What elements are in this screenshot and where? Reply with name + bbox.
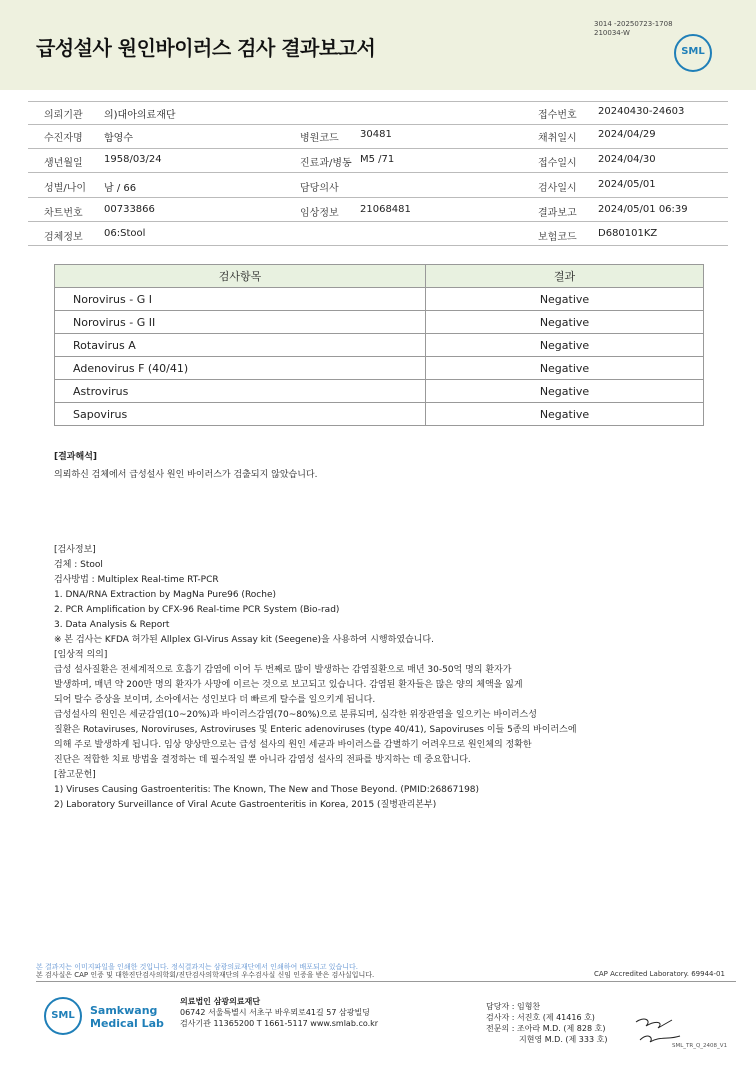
report-value: 2024/05/01 06:39 [598, 204, 688, 215]
test-info-line: 2. PCR Amplification by CFX-96 Real-time PCR System (Bio-rad) [54, 605, 340, 615]
clinical-value: 21068481 [360, 204, 411, 215]
interpretation-heading: [결과해석] [54, 452, 98, 462]
test-info-line: 검사방법 : Multiplex Real-time RT-PCR [54, 575, 219, 585]
staff-line: 지현영 M.D. (제 333 호) [519, 1035, 608, 1044]
chart-label: 차트번호 [44, 208, 83, 219]
test-result: Negative [426, 311, 704, 334]
table-row [55, 403, 704, 426]
specimen-label: 검체정보 [44, 232, 83, 243]
divider [28, 148, 728, 149]
test-item: Adenovirus F (40/41) [55, 357, 426, 380]
test-result: Negative [426, 403, 704, 426]
results-table [54, 264, 704, 426]
divider [28, 221, 728, 222]
col-header-result: 결과 [426, 265, 704, 288]
divider [36, 981, 736, 982]
test-result: Negative [426, 288, 704, 311]
test-result: Negative [426, 380, 704, 403]
org-address: 06742 서울특별시 서초구 바우뫼로41길 57 삼광빌딩 [180, 1008, 370, 1017]
divider [28, 172, 728, 173]
test-result: Negative [426, 334, 704, 357]
patient-label: 수진자명 [44, 133, 83, 144]
clinical-meaning-heading: [임상적 의의] [54, 650, 108, 660]
collect-label: 채취일시 [538, 133, 577, 144]
org-name: 의료법인 삼광의료재단 [180, 997, 261, 1006]
clinical-meaning-line: 급성 설사질환은 전세계적으로 호흡기 감염에 이어 두 번째로 많이 발생하는 감염질환으로 매년 30-50억 명의 환자가 [54, 665, 512, 675]
divider [28, 124, 728, 125]
clinical-meaning-line: 질환은 Rotaviruses, Noroviruses, Astroviruses 및 Enteric adenoviruses (type 40/41), Sapoviruses 이들 5종의 바이러스에 [54, 725, 577, 735]
test-item: Norovirus - G II [55, 311, 426, 334]
dob-label: 생년월일 [44, 158, 83, 169]
collect-value: 2024/04/29 [598, 129, 656, 140]
clinical-meaning-line: 발생하며, 매년 약 200만 명의 환자가 사망에 이르는 것으로 보고되고 있습니다. 감염된 환자들은 많은 양의 체액을 잃게 [54, 680, 523, 690]
test-date-value: 2024/05/01 [598, 179, 656, 190]
insurance-label: 보험코드 [538, 232, 577, 243]
table-row [55, 357, 704, 380]
divider [28, 245, 728, 246]
document-id: 3014 -20250723-1708 210034-W [594, 20, 673, 37]
report-title: 급성설사 원인바이러스 검사 결과보고서 [36, 36, 376, 60]
test-info-line: 1. DNA/RNA Extraction by MagNa Pure96 (Roche) [54, 590, 277, 600]
hospital-code-value: 30481 [360, 129, 392, 140]
requester-label: 의뢰기관 [44, 110, 83, 121]
patient-value: 함영수 [104, 133, 133, 144]
references-heading: [참고문헌] [54, 770, 96, 780]
clinical-meaning-line: 되어 탈수 증상을 보이며, 소아에서는 성인보다 더 빠르게 탈수를 일으키게 됩니다. [54, 695, 376, 705]
table-row [55, 288, 704, 311]
test-info-heading: [검사정보] [54, 545, 96, 555]
clinical-meaning-line: 진단은 적합한 치료 방법을 결정하는 데 필수적일 뿐 아니라 감염성 설사의 전파를 방지하는 데 중요합니다. [54, 755, 471, 765]
staff-line: 검사자 : 서진호 (제 41416 호) [486, 1013, 595, 1022]
receipt-no-label: 접수번호 [538, 110, 577, 121]
chart-value: 00733866 [104, 204, 155, 215]
test-info-line: 검체 : Stool [54, 560, 103, 570]
receipt-no-value: 20240430-24603 [598, 106, 685, 117]
divider [28, 197, 728, 198]
signature-icon [632, 1010, 688, 1046]
cap-accreditation: CAP Accredited Laboratory. 69944-01 [594, 970, 725, 978]
clinical-label: 임상정보 [300, 208, 339, 219]
test-item: Sapovirus [55, 403, 426, 426]
table-row [55, 311, 704, 334]
hospital-code-label: 병원코드 [300, 133, 339, 144]
insurance-value: D680101KZ [598, 228, 658, 239]
dob-value: 1958/03/24 [104, 154, 162, 165]
test-item: Norovirus - G I [55, 288, 426, 311]
divider [28, 101, 728, 102]
table-row [55, 380, 704, 403]
org-contact: 검사기관 11365200 T 1661-5117 www.smlab.co.kr [180, 1019, 379, 1028]
table-header-row [55, 265, 704, 288]
test-info-line: ※ 본 검사는 KFDA 허가된 Allplex GI-Virus Assay kit (Seegene)을 사용하여 시행하였습니다. [54, 635, 434, 645]
requester-value: 의)대아의료재단 [104, 110, 176, 121]
col-header-item: 검사항목 [55, 265, 426, 288]
test-result: Negative [426, 357, 704, 380]
org-info [180, 996, 378, 1029]
staff-line: 담당자 : 임형찬 [486, 1002, 541, 1011]
form-code: SML_TR_Q_2408_V1 [672, 1043, 728, 1049]
clinical-meaning-line: 급성설사의 원인은 세균감염(10~20%)과 바이러스감염(70~80%)으로 분류되며, 심각한 위장관염을 일으키는 바이러스성 [54, 710, 537, 720]
reference-line: 1) Viruses Causing Gastroenteritis: The Known, The New and Those Beyond. (PMID:26867198) [54, 785, 480, 795]
staff-info [486, 1001, 607, 1045]
test-info-line: 3. Data Analysis & Report [54, 620, 170, 630]
samkwang-logo-mark: SML [51, 1010, 75, 1021]
dept-value: M5 /71 [360, 154, 395, 165]
test-date-label: 검사일시 [538, 183, 577, 194]
dept-label: 진료과/병동 [300, 158, 352, 169]
staff-line: 전문의 : 조아라 M.D. (제 828 호) [486, 1024, 606, 1033]
report-label: 결과보고 [538, 208, 577, 219]
test-info-section [54, 543, 577, 813]
table-row [55, 334, 704, 357]
interpretation-text: 의뢰하신 검체에서 급성설사 원인 바이러스가 검출되지 않았습니다. [54, 470, 318, 480]
reference-line: 2) Laboratory Surveillance of Viral Acute Gastroenteritis in Korea, 2015 (질병관리본부) [54, 800, 437, 810]
sml-logo-text: SML [681, 46, 705, 57]
doctor-label: 담당의사 [300, 183, 339, 194]
specimen-value: 06:Stool [104, 228, 146, 239]
receipt-date-value: 2024/04/30 [598, 154, 656, 165]
samkwang-logo-name: Samkwang Medical Lab [90, 1004, 164, 1030]
accreditation-notice: 본 검사실은 CAP 인증 및 대한진단검사의학회/진단검사의학재단의 우수검사실 신임 인증을 받은 검사실입니다. [36, 971, 375, 979]
print-notice: 본 결과지는 이미지파일을 인쇄한 것입니다. 정식결과지는 삼광의료재단에서 인쇄하여 배포되고 있습니다. [36, 963, 359, 971]
clinical-meaning-line: 의해 주로 발생하게 됩니다. 임상 양상만으로는 급성 설사의 원인 세균과 바이러스를 감별하기 어려우므로 원인체의 정확한 [54, 740, 532, 750]
receipt-date-label: 접수일시 [538, 158, 577, 169]
test-item: Astrovirus [55, 380, 426, 403]
sex-age-value: 남 / 66 [104, 183, 137, 194]
sex-age-label: 성별/나이 [44, 183, 87, 194]
test-item: Rotavirus A [55, 334, 426, 357]
